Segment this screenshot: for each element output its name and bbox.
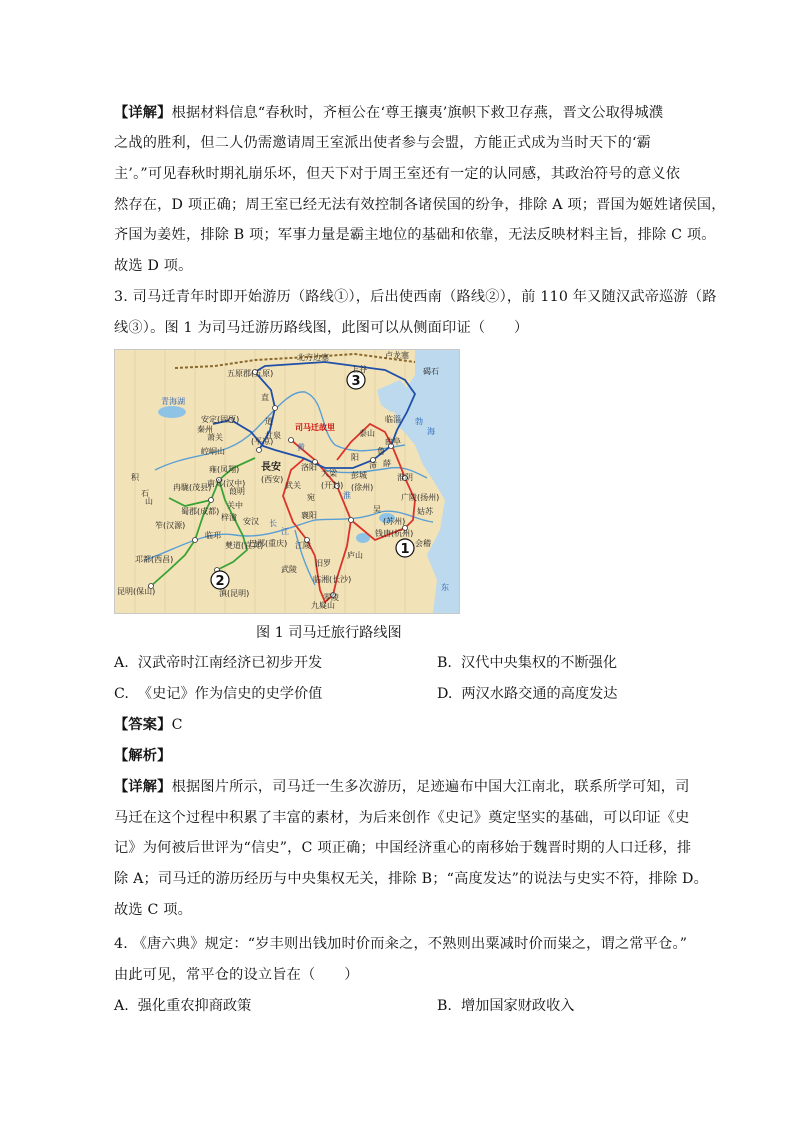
- map-label: 山: [145, 497, 153, 506]
- map-label: 石: [141, 489, 149, 498]
- map-label: 北方边塞: [297, 353, 329, 362]
- map-label: 淮: [343, 491, 351, 500]
- option-text: 汉代中央集权的不断强化: [460, 655, 618, 671]
- explain-tag: 【详解】: [114, 105, 172, 121]
- map-label: 庐山: [347, 551, 363, 560]
- answer-value: C: [171, 717, 183, 733]
- map-label: 广陵(扬州): [401, 493, 440, 502]
- map-label: 临湘(长沙): [313, 575, 352, 584]
- map-label: 沛: [369, 461, 377, 470]
- map-label: 直: [261, 393, 269, 402]
- option-letter: B.: [437, 655, 452, 671]
- map-label: 海: [427, 427, 435, 436]
- map-label: 彭城: [351, 471, 367, 480]
- map-label: 鲁: [377, 447, 385, 456]
- map-label: 泰山: [359, 429, 375, 438]
- map-label: (徐州): [351, 483, 374, 492]
- map-label: (西安): [261, 475, 284, 484]
- option-text: 强化重农抑商政策: [137, 998, 252, 1014]
- map-label: 邛都(西昌): [135, 555, 174, 564]
- q4-stem-line-2: 由此可见，常平仓的设立旨在（ ）: [114, 967, 359, 983]
- option-letter: D.: [437, 686, 453, 702]
- answer-tag: 【答案】: [114, 717, 172, 733]
- map-label: 安汉: [243, 517, 259, 526]
- q3-explain-line-2: 马迁在这个过程中积累了丰富的素材，为后来创作《史记》奠定坚实的基础，可以印证《史: [114, 810, 690, 826]
- map-label: 道: [265, 417, 273, 426]
- map-label: 冉駹(茂县): [173, 483, 212, 492]
- map-label: 江: [281, 527, 289, 536]
- map-label: 雍(凤翔): [209, 465, 240, 474]
- option-d[interactable]: [437, 684, 618, 704]
- option-letter: C.: [114, 686, 129, 702]
- map-label: 宛: [307, 493, 315, 502]
- q2-explain-line-1: [114, 103, 663, 123]
- map-label: (平凉): [251, 437, 274, 446]
- option-letter: A.: [114, 655, 129, 671]
- map-label: 东: [441, 583, 449, 592]
- option-text: 增加国家财政收入: [460, 998, 575, 1014]
- map-label: 青海湖: [161, 397, 185, 406]
- map-label: 長安: [261, 462, 281, 473]
- map-label: 秦州: [197, 425, 213, 434]
- map-label: 巴郡(重庆): [249, 539, 288, 548]
- map-label: 淮阴: [397, 473, 413, 482]
- map-label: 钱唐(杭州): [375, 529, 414, 538]
- map-label: 萧关: [207, 433, 223, 442]
- option-c[interactable]: [114, 684, 322, 704]
- map-label: 五原郡(五原): [227, 369, 274, 378]
- map-label: 襄阳: [301, 511, 317, 520]
- q2-explain-line-3: 主’。”可见春秋时期礼崩乐坏，但天下对于周王室还有一定的认同感，其政治符号的意义依: [114, 166, 681, 182]
- explain-tag: 【详解】: [114, 779, 172, 795]
- q2-explain-line-2: 之战的胜利，但二人仍需邀请周王室派出使者参与会盟，方能正式成为当时天下的‘霸: [114, 135, 652, 151]
- option-a[interactable]: [114, 653, 322, 673]
- option-b[interactable]: [437, 653, 617, 673]
- figure-caption: 图 1 司马迁旅行路线图: [256, 625, 402, 641]
- q2-explain-text: 根据材料信息“春秋时，齐桓公在‘尊王攘夷’旗帜下救卫存燕，晋文公取得城濮: [171, 105, 664, 121]
- route-1-number: 1: [400, 542, 410, 557]
- map-label: 崆峒山: [201, 447, 225, 456]
- map-label: 梓潼: [221, 513, 237, 522]
- map-label: 会稽: [415, 539, 431, 548]
- map-label: 武关: [285, 481, 301, 490]
- route-3-number: 3: [351, 374, 361, 389]
- q3-stem-line-1: 3. 司马迁青年时即开始游历（路线①），后出使西南（路线②），前 110 年又随汉武帝巡游（路: [114, 289, 717, 305]
- map-label: 江陵: [295, 541, 311, 550]
- map-label: 笮(汉源): [155, 521, 186, 530]
- analysis-tag: 【解析】: [114, 748, 172, 764]
- sima-qian-route-map: [114, 349, 460, 614]
- map-label: 临淄: [385, 415, 401, 424]
- map-label: 僰道(宜宾): [225, 541, 264, 550]
- map-label: 葭明: [229, 487, 245, 496]
- q3-explain-line-5: 故选 C 项。: [114, 902, 193, 918]
- q4-option-b[interactable]: [437, 996, 574, 1016]
- q4-stem-line-1: 4. 《唐六典》规定：“岁丰则出钱加时价而籴之，不熟则出粟减时价而粜之，谓之常平仓。”: [114, 936, 688, 952]
- map-label: 蜀郡(成都): [181, 507, 220, 516]
- option-text: 汉武帝时江南经济已初步开发: [137, 655, 323, 671]
- map-label: 南郑(汉中): [207, 479, 246, 488]
- map-label: 碣石: [423, 367, 439, 376]
- map-label: 黄: [297, 443, 305, 452]
- map-label: 大梁: [321, 469, 337, 478]
- q3-explain-line-4: 除 A；司马迁的游历经历与中央集权无关，排除 B；“高度发达”的说法与史实不符，排除 D。: [114, 871, 709, 887]
- map-label: 九嶷山: [311, 601, 335, 610]
- option-letter: A.: [114, 998, 129, 1014]
- q4-option-a[interactable]: [114, 996, 251, 1016]
- option-letter: B.: [437, 998, 452, 1014]
- map-label: 勃: [415, 417, 423, 426]
- option-text: 两汉水路交通的高度发达: [461, 686, 618, 702]
- q3-stem-line-2: 线③）。图 1 为司马迁游历路线图，此图可以从侧面印证（ ）: [114, 320, 529, 336]
- map-label: 吴: [373, 505, 381, 514]
- map-label: 司马迁故里: [295, 423, 335, 432]
- map-label: 滇(昆明): [219, 589, 250, 598]
- map-label: 临邛: [205, 531, 221, 540]
- map-label: (开封): [321, 481, 344, 490]
- map-label: 薛: [383, 459, 391, 468]
- map-label: 洛阳: [301, 463, 317, 472]
- answer-line: [114, 715, 183, 735]
- map-label: 卢龙塞: [385, 351, 409, 360]
- map-label: 关中: [227, 501, 243, 510]
- q2-explain-line-4: 然存在，D 项正确；周王室已经无法有效控制各诸侯国的纷争，排除 A 项；晋国为姬姓诸侯国，: [114, 197, 726, 213]
- q2-explain-line-6: 故选 D 项。: [114, 258, 193, 274]
- map-label: 甘泉: [265, 431, 281, 440]
- route-2-number: 2: [215, 574, 225, 589]
- map-label: 曲阜: [385, 437, 401, 446]
- map-label: 武陵: [281, 565, 297, 574]
- map-label: 姑苏: [417, 507, 433, 516]
- q3-explain-line-1: [114, 777, 690, 797]
- map-label: 零陵: [323, 593, 339, 602]
- map-label: 积: [131, 473, 139, 482]
- q3-explain-line-3: 记》为何被后世评为“信史”，C 项正确；中国经济重心的南移始于魏晋时期的人口迁移，排: [114, 840, 692, 856]
- map-label: 上谷: [351, 365, 367, 374]
- map-label: 昆明(保山): [117, 587, 156, 596]
- map-label: (苏州): [383, 517, 406, 526]
- option-text: 《史记》作为信史的史学价值: [137, 686, 323, 702]
- map-label: 汨罗: [315, 559, 331, 568]
- map-label: 长: [269, 519, 277, 528]
- q3-explain-text: 根据图片所示，司马迁一生多次游历，足迹遍布中国大江南北，联系所学可知，司: [171, 779, 690, 795]
- map-label: 安定(固原): [201, 415, 240, 424]
- q2-explain-line-5: 齐国为姜姓，排除 B 项；军事力量是霸主地位的基础和依靠，无法反映材料主旨，排除 C 项。: [114, 227, 716, 243]
- map-label: 阳: [351, 453, 359, 462]
